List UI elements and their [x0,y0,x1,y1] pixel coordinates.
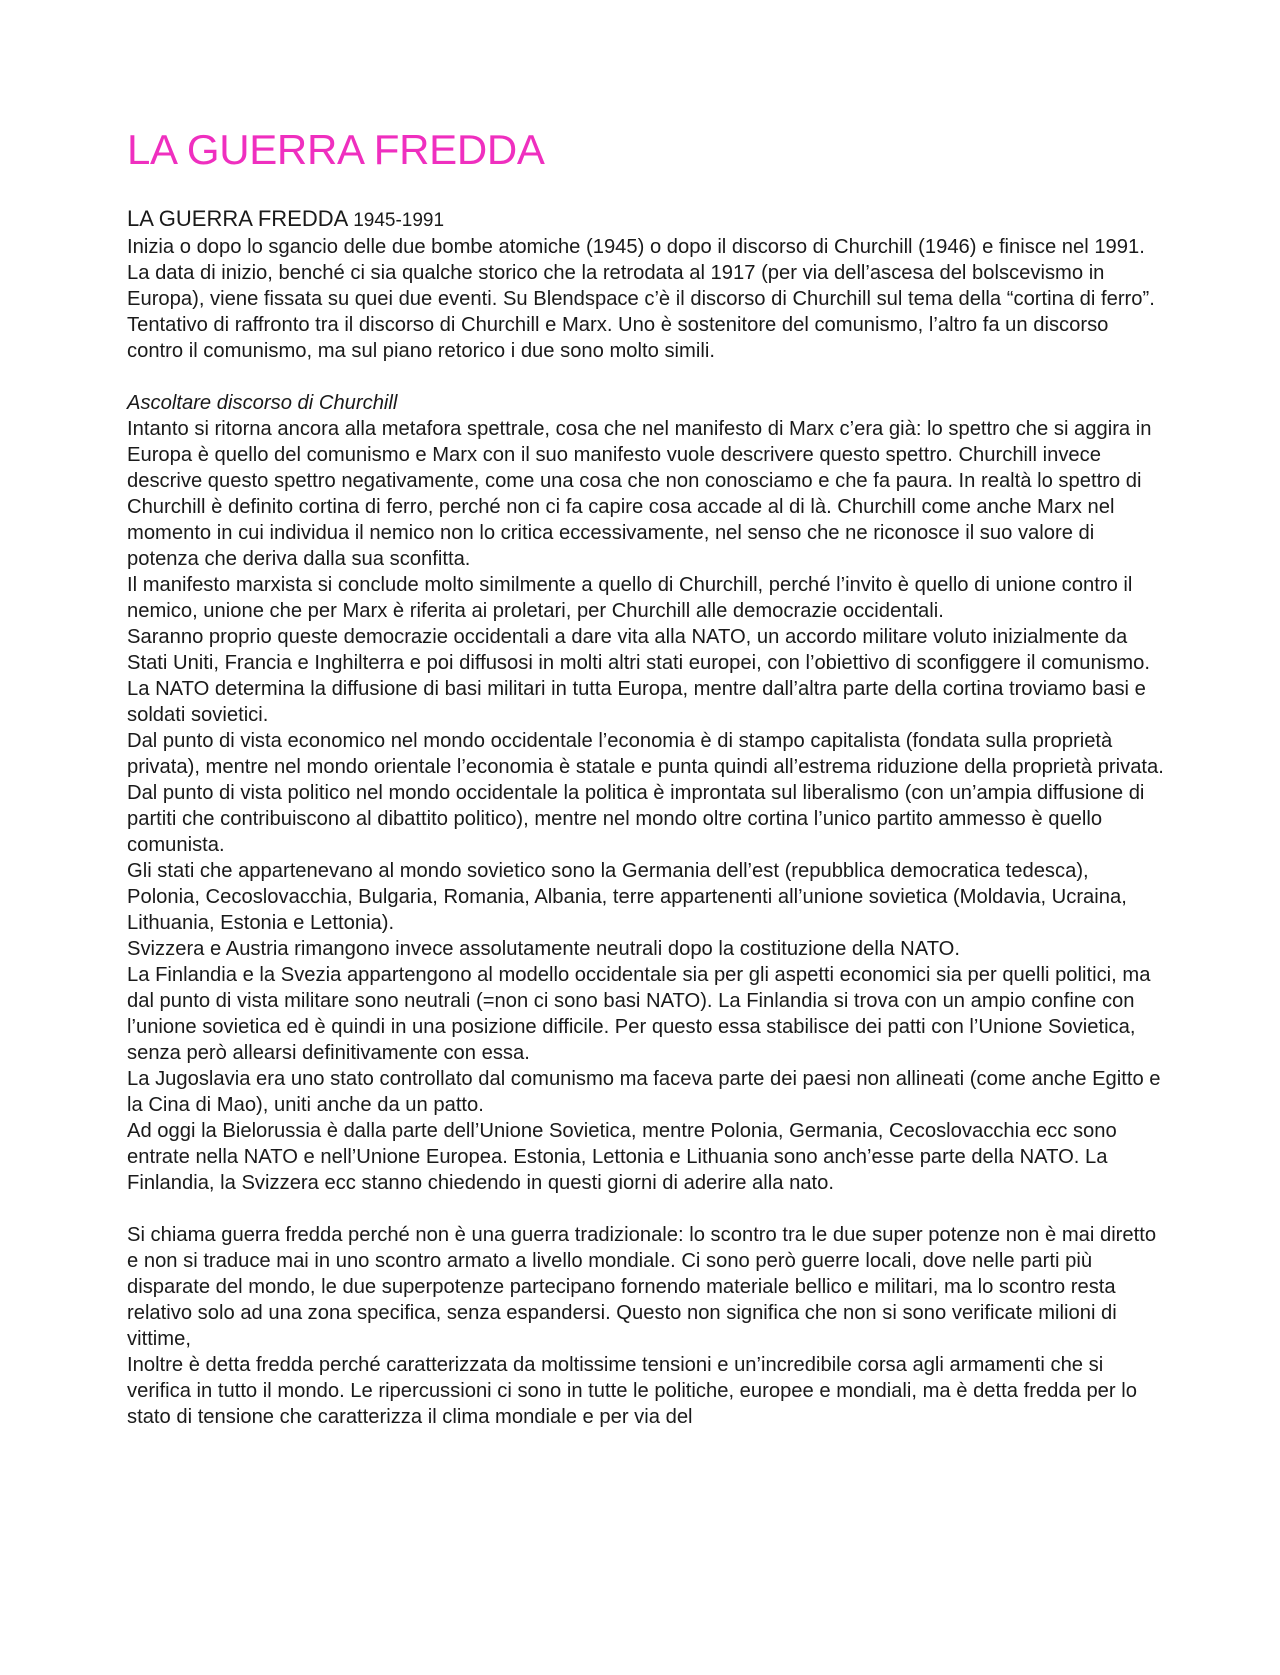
paragraph: Si chiama guerra fredda perché non è una guerra tradizionale: lo scontro tra le due super potenze non è mai diretto e non si traduce mai in uno scontro armato a livello mondiale. Ci sono però guerre locali, dove nelle parti più disparate del mondo, le due superpotenze partecipano fornendo materiale bellico e militari, ma lo scontro resta relativo solo ad una zona specifica, senza espandersi. Questo non significa che non si sono verificate milioni di vittime, [127,1224,1157,1350]
paragraph: Ad oggi la Bielorussia è dalla parte dell’Unione Sovietica, mentre Polonia, Germania, Cecoslovacchia ecc sono entrate nella NATO e nell’Unione Europea. Estonia, Lettonia e Lithuania sono anch’esse parte della NATO. La Finlandia, la Svizzera ecc stanno chiedendo in questi giorni di aderire alla nato. [127,1120,1117,1194]
paragraph: Dal punto di vista politico nel mondo occidentale la politica è improntata sul liberalismo (con un’ampia diffusione di partiti che contribuiscono al dibattito politico), mentre nel mondo oltre cortina l’unico partito ammesso è quello comunista. [127,782,1145,856]
paragraph: Saranno proprio queste democrazie occidentali a dare vita alla NATO, un accordo militare voluto inizialmente da Stati Uniti, Francia e Inghilterra e poi diffusosi in molti altri stati europei, con l’obiettivo di sconfiggere il comunismo. La NATO determina la diffusione di basi militari in tutta Europa, mentre dall’altra parte della cortina troviamo basi e soldati sovietici. [127,626,1150,726]
paragraph-gap [127,1196,1167,1222]
subtitle-years: 1945-1991 [353,210,445,231]
paragraph: Tentativo di raffronto tra il discorso di Churchill e Marx. Uno è sostenitore del comunismo, l’altro fa un discorso contro il comunismo, ma sul piano retorico i due sono molto simili. [127,314,1109,362]
subtitle-main: LA GUERRA FREDDA [127,206,354,231]
paragraph: La data di inizio, benché ci sia qualche storico che la retrodata al 1917 (per via dell’ascesa del bolscevismo in Europa), viene fissata su quei due eventi. Su Blendspace c’è il discorso di Churchill sul tema della “cortina di ferro”. [127,262,1155,310]
paragraph: Il manifesto marxista si conclude molto similmente a quello di Churchill, perché l’invito è quello di unione contro il nemico, unione che per Marx è riferita ai proletari, per Churchill alle democrazie occidentali. [127,574,1133,622]
italic-heading: Ascoltare discorso di Churchill [127,392,398,414]
paragraph: Inizia o dopo lo sgancio delle due bombe atomiche (1945) o dopo il discorso di Churchill (1946) e finisce nel 1991. [127,236,1145,258]
paragraph: Inoltre è detta fredda perché caratterizzata da moltissime tensioni e un’incredibile corsa agli armamenti che si verifica in tutto il mondo. Le ripercussioni ci sono in tutte le politiche, europee e mondiali, ma è detta fredda per lo stato di tensione che caratterizza il clima mondiale e per via del [127,1354,1137,1428]
paragraph: Dal punto di vista economico nel mondo occidentale l’economia è di stampo capitalista (fondata sulla proprietà privata), mentre nel mondo orientale l’economia è statale e punta quindi all’estrema riduzione della proprietà privata. [127,730,1164,778]
document-subtitle [127,206,1167,234]
paragraph: Gli stati che appartenevano al mondo sovietico sono la Germania dell’est (repubblica democratica tedesca), Polonia, Cecoslovacchia, Bulgaria, Romania, Albania, terre appartenenti all’unione sovietica (Moldavia, Ucraina, Lithuania, Estonia e Lettonia). [127,860,1127,934]
paragraph: La Finlandia e la Svezia appartengono al modello occidentale sia per gli aspetti economici sia per quelli politici, ma dal punto di vista militare sono neutrali (=non ci sono basi NATO). La Finlandia si trova con un ampio confine con l’unione sovietica ed è quindi in una posizione difficile. Per questo essa stabilisce dei patti con l’Unione Sovietica, senza però allearsi definitivamente con essa. [127,964,1151,1064]
paragraph: Intanto si ritorna ancora alla metafora spettrale, cosa che nel manifesto di Marx c’era già: lo spettro che si aggira in Europa è quello del comunismo e Marx con il suo manifesto vuole descrivere questo spettro. Churchill invece descrive questo spettro negativamente, come una cosa che non conosciamo e che fa paura. In realtà lo spettro di Churchill è definito cortina di ferro, perché non ci fa capire cosa accade al di là. Churchill come anche Marx nel momento in cui individua il nemico non lo critica eccessivamente, nel senso che ne riconosce il suo valore di potenza che deriva dalla sua sconfitta. [127,418,1152,570]
paragraph: La Jugoslavia era uno stato controllato dal comunismo ma faceva parte dei paesi non allineati (come anche Egitto e la Cina di Mao), uniti anche da un patto. [127,1068,1161,1116]
document-page [127,126,1167,1430]
document-title: LA GUERRA FREDDA [127,126,545,173]
paragraph-gap [127,364,1167,390]
paragraph: Svizzera e Austria rimangono invece assolutamente neutrali dopo la costituzione della NATO. [127,938,960,960]
